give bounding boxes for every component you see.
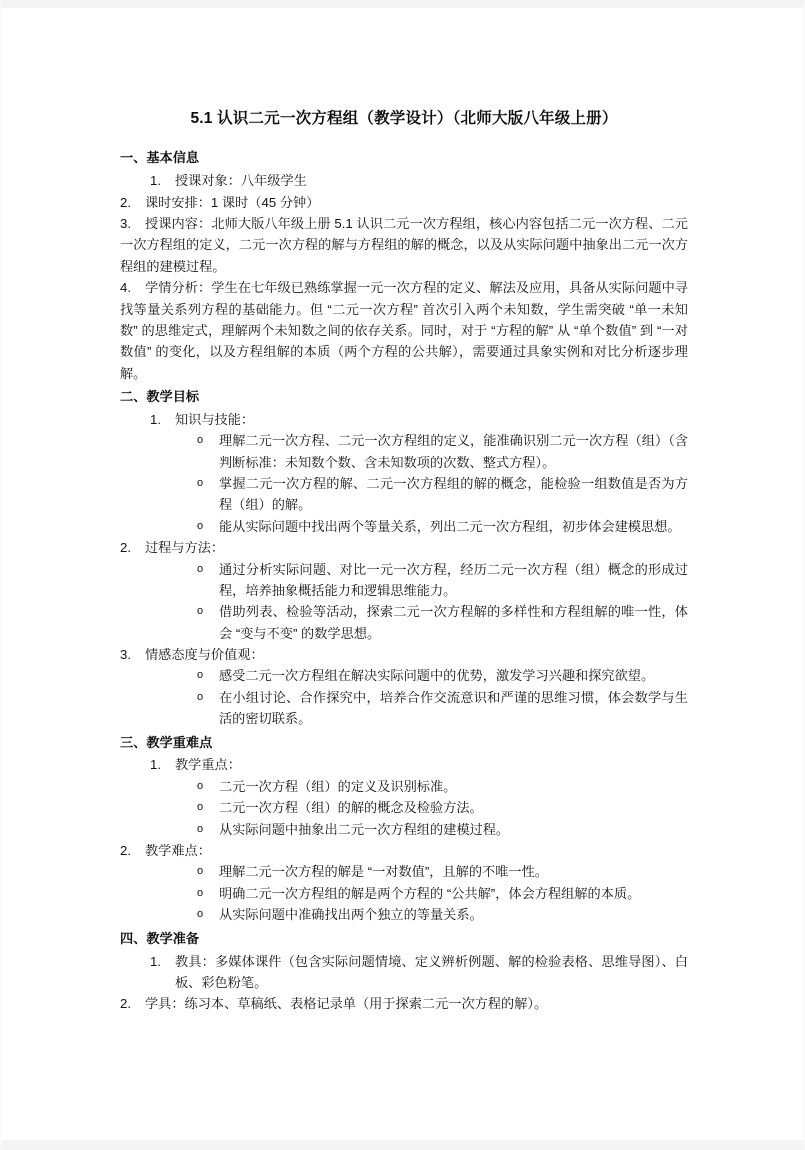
sub-list-item [197,776,688,797]
sub-list-item-text: 掌握二元一次方程的解、二元一次方程组的解的概念，能检验一组数值是否为方程（组）的解。 [219,475,688,513]
sub-list-item [197,797,688,818]
sub-list-item [197,665,688,686]
list-item-number: 1. [150,411,161,427]
sub-list-item [197,904,688,925]
circle-bullet-icon: o [197,865,204,878]
sub-list-item [197,819,688,840]
circle-bullet-icon: o [197,886,204,899]
list-item [150,951,688,994]
list-item-number: 2. [120,996,131,1012]
sub-list-item [197,687,688,730]
sub-list-item [197,883,688,904]
sub-list-item-text: 感受二元一次方程组在解决实际问题中的优势，激发学习兴趣和探究欲望。 [219,668,655,684]
list-item-text: 学情分析：学生在七年级已熟练掌握一元一次方程的定义、解法及应用，具备从实际问题中寻找等量关系列方程的基础能力。但 “二元一次方程” 首次引入两个未知数，学生需突破 “单一未知数” 的思维定式，理解两个未知数之间的依存关系。同时，对于 “方程的解” 从 “单个数值” 到 “一对数值” 的变化，以及方程组解的本质（两个方程的公共解），需要通过具象实例和对比分析逐步理解。 [120,280,688,381]
list-item [120,277,688,384]
list-item-number: 2. [120,194,131,210]
list-item-number: 1. [150,953,161,969]
sub-list-item [197,861,688,882]
sub-list-item-text: 借助列表、检验等活动，探索二元一次方程解的多样性和方程组解的唯一性，体会 “变与不变” 的数学思想。 [219,604,688,641]
sub-list-item [197,559,688,602]
list-item-text: 教学重点： [175,757,241,773]
sub-list-item-text: 二元一次方程（组）的解的概念及检验方法。 [219,800,483,816]
list-item [120,213,688,277]
sub-list-item-text: 明确二元一次方程组的解是两个方程的 “公共解”，体会方程组解的本质。 [219,885,641,901]
list-item-number: 3. [120,647,131,662]
document-body [120,108,688,1015]
list-item [120,993,688,1014]
sub-list-item-text: 能从实际问题中找出两个等量关系，列出二元一次方程组，初步体会建模思想。 [219,518,681,534]
circle-bullet-icon: o [197,669,204,682]
section-heading: 四、教学准备 [120,930,200,946]
sub-list-item-text: 理解二元一次方程的解是 “一对数值”，且解的不唯一性。 [219,864,548,880]
list-item [120,840,688,861]
list-item-text: 授课内容：北师大版八年级上册 5.1 认识二元一次方程组，核心内容包括二元一次方程、二元一次方程组的定义，二元一次方程的解与方程组的解的概念，以及从实际问题中抽象出二元一次方程组的建模过程。 [120,216,688,274]
sub-list-item-text: 从实际问题中抽象出二元一次方程组的建模过程。 [219,821,510,837]
list-item-text: 授课对象：八年级学生 [175,173,307,189]
sub-list-item-text: 二元一次方程（组）的定义及识别标准。 [219,778,457,794]
sub-list-item-text: 理解二元一次方程、二元一次方程组的定义，能准确识别二元一次方程（组）（含判断标准：未知数个数、含未知数项的次数、整式方程）。 [219,433,688,470]
sub-list-item-text: 从实际问题中准确找出两个独立的等量关系。 [219,907,483,923]
section-heading: 三、教学重难点 [120,734,213,750]
list-item-number: 1. [150,173,161,189]
circle-bullet-icon: o [197,562,204,575]
sub-list-item-text: 通过分析实际问题、对比一元一次方程，经历二元一次方程（组）概念的形成过程，培养抽象概括能力和逻辑思维能力。 [219,561,688,598]
page-title: 5.1 认识二元一次方程组（教学设计）（北师大版八年级上册） [190,110,618,127]
list-item [150,754,688,775]
section-heading: 一、基本信息 [120,150,200,166]
list-item-text: 教学难点： [145,843,211,859]
section-heading: 二、教学目标 [120,389,200,405]
circle-bullet-icon: o [197,690,204,703]
list-item [120,644,688,665]
section-list [120,148,688,1014]
list-item-text: 学具：练习本、草稿纸、表格记录单（用于探索二元一次方程的解）。 [145,996,548,1012]
circle-bullet-icon: o [197,822,204,835]
list-item-number: 2. [120,843,131,859]
list-item-number: 2. [120,540,131,556]
sub-list-item-text: 在小组讨论、合作探究中，培养合作交流意识和严谨的思维习惯，体会数学与生活的密切联系。 [219,689,688,727]
sub-list-item [197,430,688,473]
list-item-number: 4. [120,280,131,296]
circle-bullet-icon: o [197,434,204,447]
list-item-text: 情感态度与价值观： [145,647,264,662]
list-item-number: 1. [150,757,161,773]
circle-bullet-icon: o [197,908,204,921]
sub-list-item [197,473,688,516]
list-item-text: 课时安排：1 课时（45 分钟） [145,194,320,210]
circle-bullet-icon: o [197,519,204,532]
circle-bullet-icon: o [197,779,204,792]
list-item-number: 3. [120,216,131,232]
list-item-text: 教具：多媒体课件（包含实际问题情境、定义辨析例题、解的检验表格、思维导图）、白板、彩色粉笔。 [175,953,688,990]
circle-bullet-icon: o [197,476,204,489]
sub-list-item [197,601,688,644]
list-item [120,192,688,213]
list-item [150,170,688,191]
list-item [150,409,688,430]
list-item [120,537,688,558]
list-item-text: 过程与方法： [145,540,225,556]
circle-bullet-icon: o [197,605,204,618]
sub-list-item [197,516,688,537]
list-item-text: 知识与技能： [175,411,255,427]
circle-bullet-icon: o [197,801,204,814]
